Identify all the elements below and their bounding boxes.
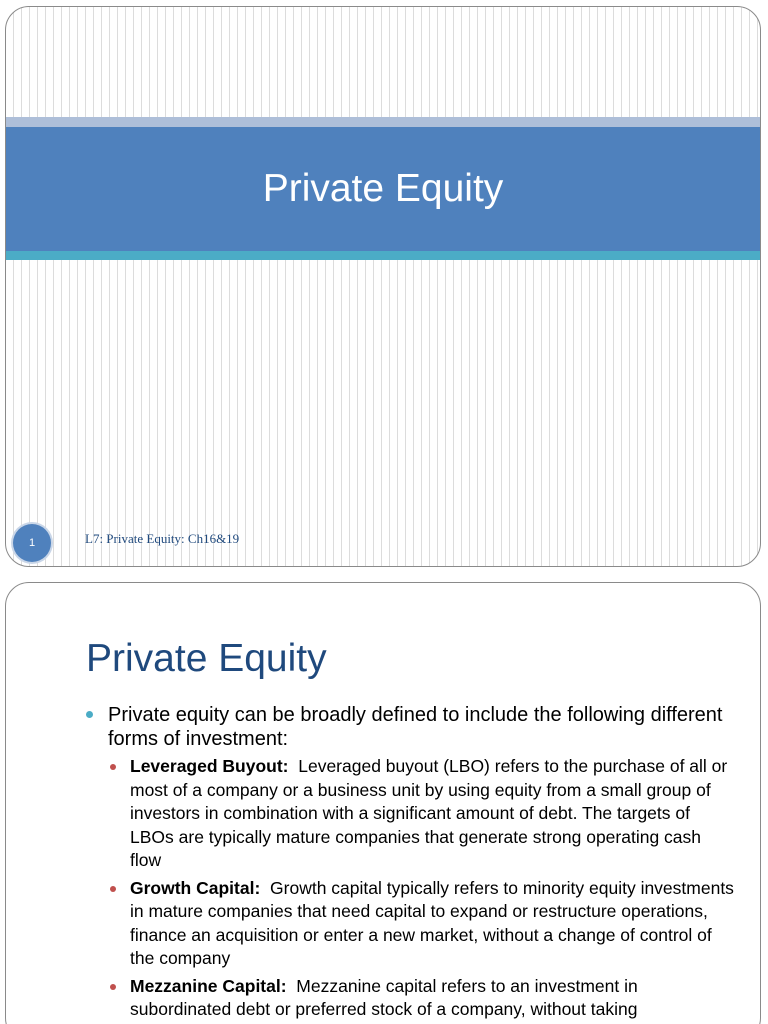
slide-footer: L7: Private Equity: Ch16&19 bbox=[85, 531, 240, 546]
sub-bullet-dot-icon bbox=[110, 764, 116, 770]
sub-bullet-term: Leveraged Buyout: bbox=[130, 756, 289, 776]
sub-bullet-text: Mezzanine capital refers to an investment in subordinated debt or preferred stock of a company, without taking bbox=[130, 975, 638, 1019]
sub-bullet-growth-capital bbox=[108, 877, 736, 971]
slide-heading: Private Equity bbox=[86, 637, 327, 680]
sub-bullet-list bbox=[86, 755, 736, 1022]
sub-bullet-dot-icon bbox=[110, 886, 116, 892]
title-band-bottom-stripe bbox=[6, 251, 760, 260]
slide-number-badge: 1 bbox=[13, 524, 51, 562]
sub-bullet-text: Leveraged buyout (LBO) refers to the purchase of all or most of a company or a business unit by using equity from a small group of investors in combination with a significant amount of debt. The targets of LBOs are typically mature companies that generate strong operating cash flow bbox=[130, 756, 728, 870]
content-slide bbox=[5, 582, 761, 1024]
title-band-top-stripe bbox=[6, 117, 760, 127]
sub-bullet-leveraged-buyout bbox=[108, 755, 736, 873]
bullet-text: Private equity can be broadly defined to include the following different forms of investment: bbox=[108, 704, 723, 750]
sub-bullet-term: Mezzanine Capital: bbox=[130, 975, 287, 996]
title-slide bbox=[5, 6, 761, 567]
slide-body bbox=[86, 703, 736, 1024]
bullet-dot-icon bbox=[86, 711, 93, 718]
sub-bullet-term: Growth Capital: bbox=[130, 877, 261, 898]
sub-bullet-text: Growth capital typically refers to minority equity investments in mature companies that need capital to expand or restructure operations, finance an acquisition or enter a new market, without a change of control of the company bbox=[130, 877, 734, 968]
sub-bullet-mezzanine-capital bbox=[108, 975, 736, 1022]
slide-title: Private Equity bbox=[262, 167, 504, 210]
sub-bullet-dot-icon bbox=[110, 984, 116, 990]
bullet-item bbox=[86, 703, 736, 751]
